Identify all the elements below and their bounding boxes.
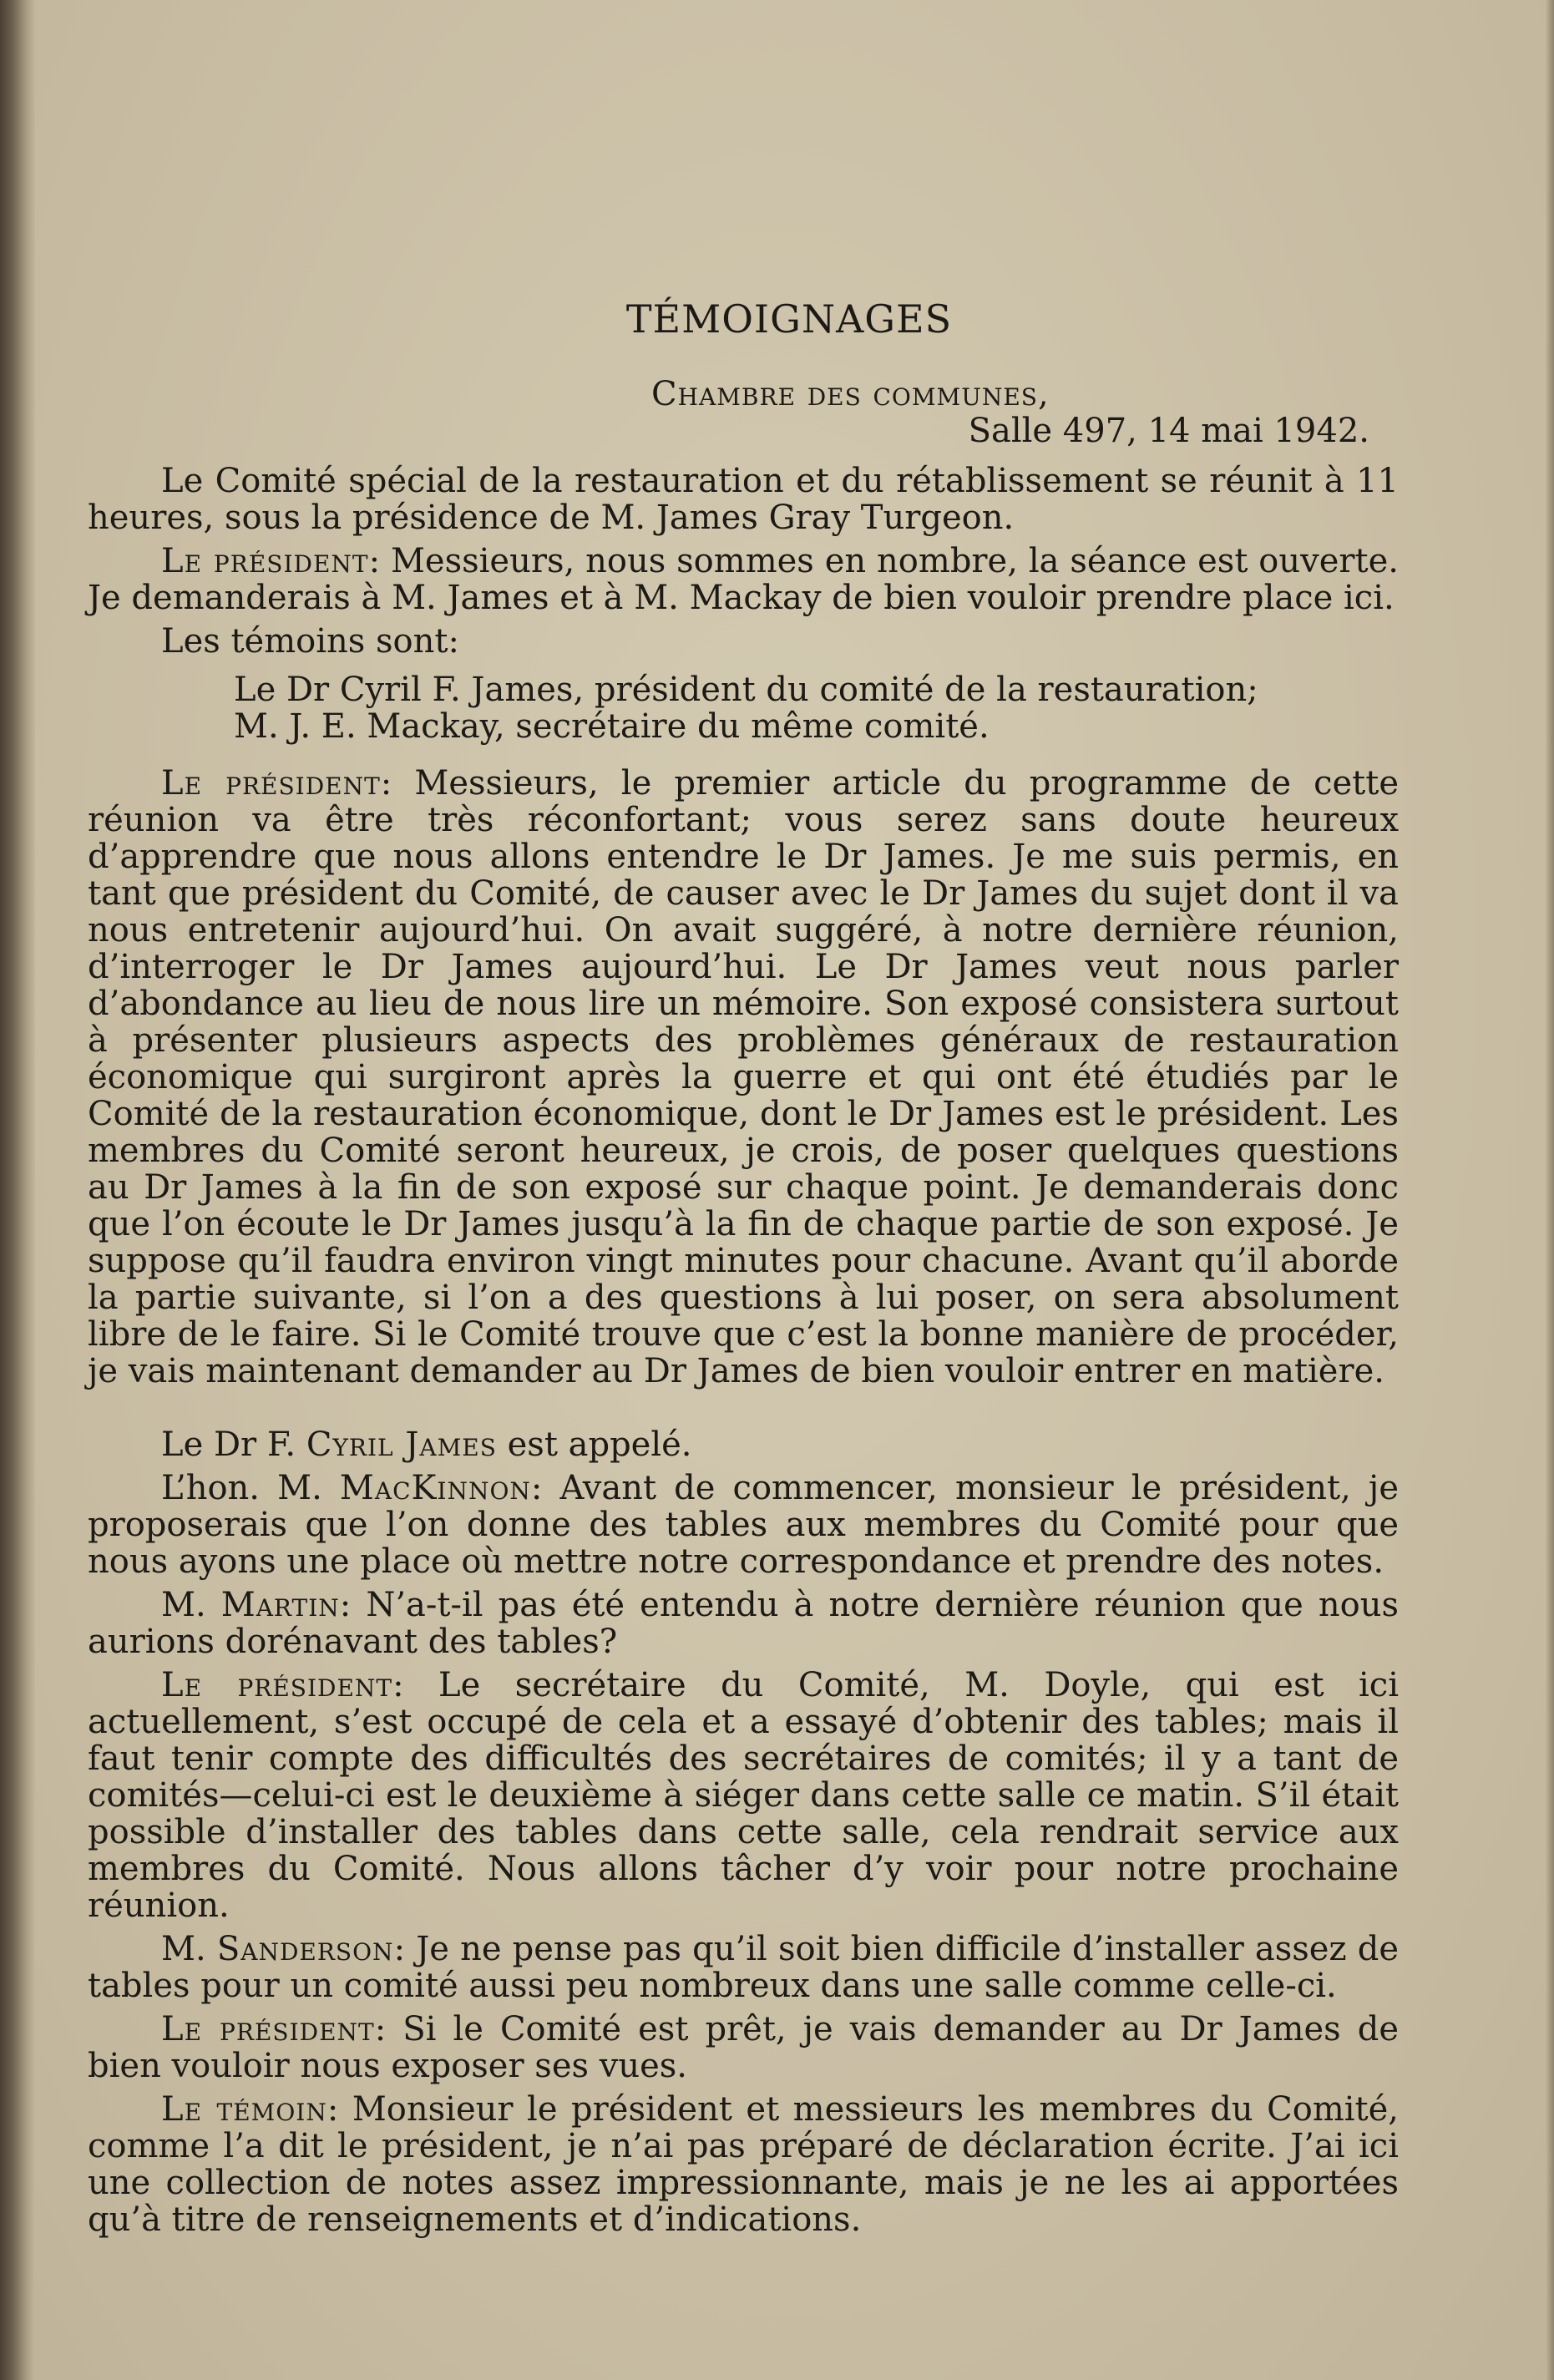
paragraph-martin bbox=[88, 1587, 1399, 1660]
paragraph-text: Le secrétaire du Comité, M. Doyle, qui est ici actuellement, s’est occupé de cela et a essayé d’obtenir des tables; mais il faut tenir compte des difficultés des secrétaires de comités; il y a tant de comités—celui-ci est le deuxième à siéger dans cette salle ce matin. S’il était possible d’installer des tables dans cette salle, cela rendrait service aux membres du Comité. Nous allons tâcher d’y voir pour notre prochaine réunion. bbox=[88, 1666, 1399, 1925]
witnesses-intro: Les témoins sont: bbox=[161, 622, 459, 661]
speaker-name: Sanderson bbox=[216, 1930, 394, 1968]
paragraph-president-1 bbox=[88, 543, 1399, 616]
witness-item: Le Dr Cyril F. James, président du comité de la restauration; bbox=[234, 671, 1258, 709]
speaker-name: Le président bbox=[161, 542, 369, 580]
location-line: Chambre des communes, bbox=[651, 375, 1050, 413]
book-binding-edge bbox=[0, 0, 35, 2380]
speaker-name: Le président bbox=[161, 2010, 375, 2048]
paragraph-text: Si le Comité est prêt, je vais demander au Dr James de bien vouloir nous exposer ses vues. bbox=[88, 2010, 1399, 2085]
date-line: Salle 497, 14 mai 1942. bbox=[968, 412, 1369, 450]
speaker-separator: : bbox=[393, 1930, 406, 1968]
intro-paragraph: Le Comité spécial de la restauration et du rétablissement se réunit à 11 heures, sous la présidence de M. James Gray Turgeon. bbox=[88, 462, 1399, 537]
page-right-edge bbox=[1546, 0, 1554, 2380]
page-content bbox=[88, 296, 1400, 2245]
paragraph-president-3 bbox=[88, 1667, 1399, 1924]
paragraph-mackinnon bbox=[88, 1470, 1399, 1580]
speaker-name: Le président bbox=[161, 1666, 393, 1704]
speaker-name: Martin bbox=[220, 1586, 340, 1624]
speaker-prefix: M. bbox=[161, 1930, 217, 1968]
speaker-separator: : bbox=[392, 1666, 404, 1704]
paragraph-sanderson bbox=[88, 1931, 1399, 2004]
paragraph-text: Messieurs, le premier article du programme de cette réunion va être très réconfortant; vous serez sans doute heureux d’apprendre que nous allons entendre le Dr James. Je me suis permis, en tant que président du Comité, de causer avec le Dr James du sujet dont il va nous entretenir aujourd’hui. On avait suggéré, à notre dernière réunion, d’interroger le Dr James aujourd’hui. Le Dr James veut nous parler d’abondance au lieu de nous lire un mémoire. Son exposé consistera surtout à présenter plusieurs aspects des problèmes généraux de restauration économique qui surgiront après la guerre et qui ont été étudiés par le Comité de la restauration économique, dont le Dr James est le président. Les membres du Comité seront heureux, je crois, de poser quelques questions au Dr James à la fin de son exposé sur chaque point. Je demanderais donc que l’on écoute le Dr James jusqu’à la fin de chaque partie de son exposé. Je suppose qu’il faudra environ vingt minutes pour chacune. Avant qu’il aborde la partie suivante, si l’on a des questions à lui poser, on sera absolument libre de le faire. Si le Comité trouve que c’est la bonne manière de procéder, je vais maintenant demander au Dr James de bien vouloir entrer en matière. bbox=[88, 764, 1400, 1390]
speaker-prefix: M. bbox=[161, 1586, 221, 1624]
paragraph-text: N’a-t-il pas été entendu à notre dernière réunion que nous aurions dorénavant des tables? bbox=[88, 1586, 1399, 1661]
paragraph-text: Monsieur le président et messieurs les membres du Comité, comme l’a dit le président, je n’ai pas préparé de déclaration écrite. J’ai ici une collection de notes assez impressionnante, mais je ne les ai apportées qu’à titre de renseignements et d’indications. bbox=[88, 2090, 1399, 2239]
witness-list bbox=[88, 671, 1399, 745]
called-suffix: est appelé. bbox=[496, 1425, 692, 1464]
speaker-separator: : bbox=[368, 542, 381, 580]
speaker-separator: : bbox=[530, 1469, 543, 1507]
paragraph-text: Avant de commencer, monsieur le président, je proposerais que l’on donne des tables aux membres du Comité pour que nous ayons une place où mettre notre correspondance et prendre des notes. bbox=[88, 1469, 1400, 1581]
called-prefix: Le Dr F. bbox=[161, 1425, 306, 1464]
speaker-prefix: L’hon. M. bbox=[161, 1469, 340, 1507]
witness-called-line bbox=[88, 1426, 1399, 1463]
paragraph-witness bbox=[88, 2091, 1399, 2238]
speaker-separator: : bbox=[339, 1586, 352, 1624]
speaker-separator: : bbox=[374, 2010, 387, 2048]
speaker-separator: : bbox=[326, 2090, 339, 2129]
paragraph-text: Je ne pense pas qu’il soit bien difficile d’installer assez de tables pour un comité aussi peu nombreux dans une salle comme celle-ci. bbox=[88, 1930, 1399, 2005]
paragraph-president-2 bbox=[88, 765, 1399, 1390]
speaker-separator: : bbox=[380, 764, 392, 803]
witness-item: M. J. E. Mackay, secrétaire du même comité. bbox=[234, 707, 990, 746]
speaker-name: Le témoin bbox=[161, 2090, 327, 2129]
page-title: TÉMOIGNAGES bbox=[625, 296, 953, 342]
speaker-name: MacKinnon bbox=[339, 1469, 531, 1507]
called-name: Cyril James bbox=[306, 1425, 497, 1464]
speaker-name: Le président bbox=[161, 764, 381, 803]
paragraph-text: Messieurs, nous sommes en nombre, la séance est ouverte. Je demanderais à M. James et à M. Mackay de bien vouloir prendre place ici. bbox=[88, 542, 1399, 617]
paragraph-president-4 bbox=[88, 2011, 1399, 2084]
